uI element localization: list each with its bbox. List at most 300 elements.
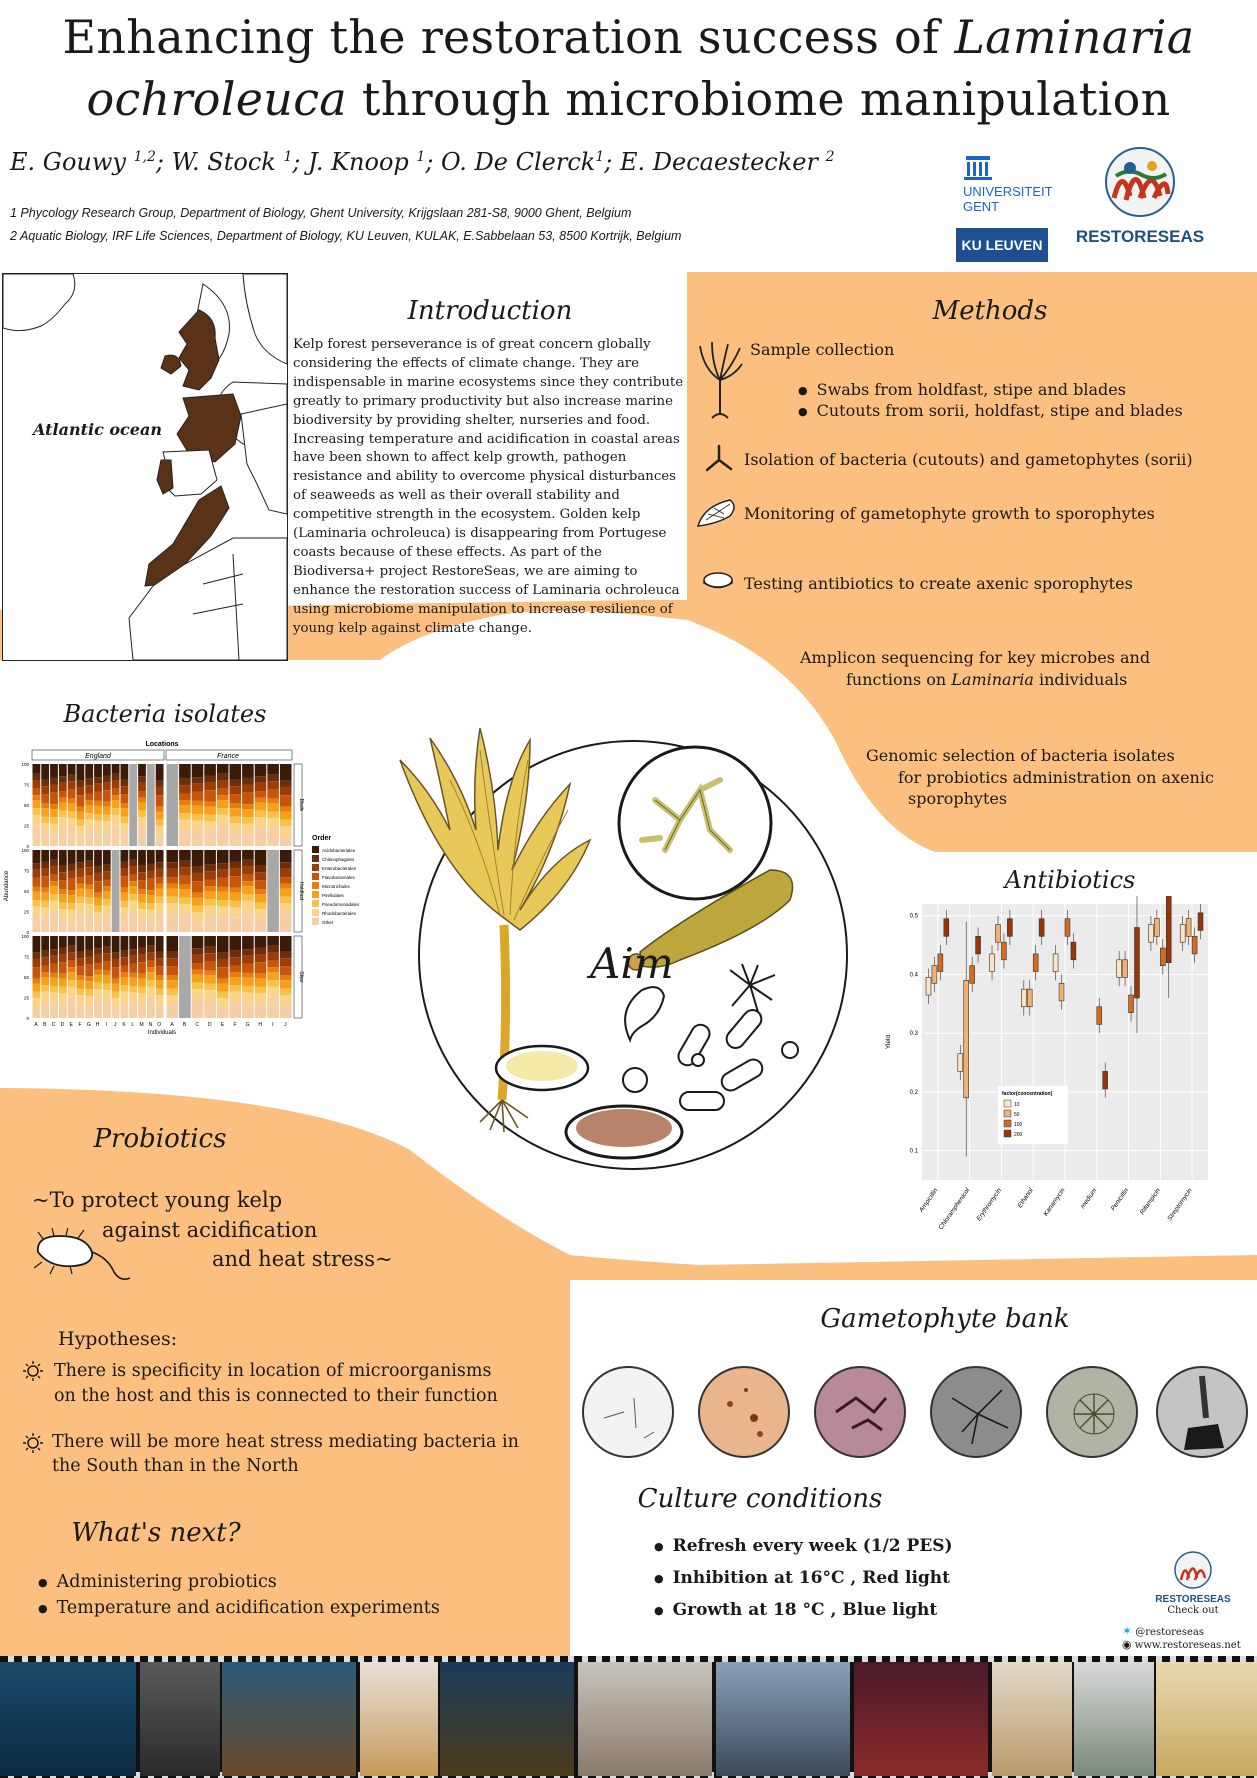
amplicon-line-1: Amplicon sequencing for key microbes and [800,648,1151,667]
bacteria-bar-segment [94,936,102,948]
bacteria-bar-segment [68,781,76,789]
bacteria-bar-segment [192,975,204,983]
bacteria-bar-segment [267,789,279,798]
bacteria-bar-segment [68,967,76,972]
bacteria-bar-segment [217,863,229,870]
bacteria-bar-segment [217,789,229,796]
bacteria-bar-segment [242,973,254,978]
antibiotics-box [1059,983,1064,1001]
bacteria-x-tick: B [182,1022,187,1028]
antibiotics-box [1039,919,1044,937]
bacteria-bar-segment [103,899,111,906]
bacteria-bar-segment [59,872,67,880]
bacteria-bar-segment [68,987,76,997]
bacteria-bar-segment [59,902,67,909]
antibiotics-box [1166,896,1171,963]
bacteria-bar-segment [255,947,267,954]
antibiotics-box [944,919,949,937]
bacteria-bar-segment [267,828,279,846]
bacteria-bar-segment [217,870,229,878]
bacteria-bar-segment [280,889,292,897]
bacteria-bar-segment [230,936,242,951]
bacteria-bar-segment [242,886,254,894]
bacteria-bar-segment [167,877,179,884]
bacteria-bar-segment [112,808,120,815]
bacteria-bar-segment [147,890,155,895]
bacteria-bar-segment [94,881,102,892]
bacteria-bar-segment [77,958,85,966]
bacteria-bar-segment [94,922,102,932]
bacteria-bar-segment [147,980,155,987]
bacteria-bar-segment [138,1003,146,1018]
bacteria-bar-segment [230,1002,242,1018]
bacteria-bar-segment [255,783,267,791]
bacteria-y-tick: 75 [23,954,29,960]
antibiotics-box [1001,942,1006,960]
bacteria-bar-segment [192,936,204,948]
sporophyte-icon [694,496,740,530]
bacteria-bar-segment [217,900,229,907]
bacteria-bar-segment [280,936,292,952]
bacteria-bar-segment [85,914,93,932]
antibiotics-box [1033,954,1038,972]
bacteria-bar-segment [204,906,216,916]
bacteria-bar-segment [217,850,229,863]
bacteria-bar-segment [77,807,85,812]
bacteria-y-tick: 50 [23,975,29,980]
bacteria-bar-segment [112,789,120,796]
antibiotics-y-tick: 0.4 [909,972,918,979]
bacteria-bar-segment [103,906,111,916]
footer-website[interactable]: ◉ www.restoreseas.net [1122,1638,1241,1651]
bacteria-bar-segment [280,975,292,980]
bacteria-bar [147,764,155,846]
bacteria-bar-segment [167,975,179,980]
bacteria-bar-segment [147,895,155,903]
bacteria-bar-segment [129,1002,137,1018]
footer-logo-icon [1171,1550,1215,1590]
bacteria-bar-segment [112,764,120,774]
bacteria-bar-segment [103,953,111,961]
bacteria-bar-segment [77,988,85,995]
bacteria-legend-label: Enterobacterales [322,866,357,871]
gametophyte-icon [704,444,734,474]
bacteria-bar-segment [33,870,41,878]
bacteria-bar-segment [121,780,129,787]
methods-bullet-swabs: ● Swabs from holdfast, stipe and blades [798,380,1126,399]
bacteria-bar-segment [179,794,191,801]
photo-red-algae [854,1662,988,1776]
bacteria-bar-segment [121,985,129,992]
bacteria-bar-segment [242,875,254,882]
antibiotics-y-tick: 0.5 [909,913,918,920]
bacteria-bar-segment [192,792,204,801]
isolation-label: Isolation of bacteria (cutouts) and gametophytes (sorii) [744,450,1193,469]
antibiotics-box [970,966,975,984]
bacteria-bar-segment [94,898,102,906]
bacteria-bar-segment [77,877,85,884]
bacteria-bar-segment [167,995,179,1005]
bacteria-bar-segment [103,802,111,807]
bacteria-bar-segment [85,820,93,830]
bacteria-bar-segment [50,894,58,901]
bacteria-bar-segment [129,978,137,986]
bacteria-bar-segment [138,936,146,947]
bacteria-bar-segment [242,1002,254,1018]
bacteria-bar-segment [85,889,93,897]
bacteria-bar-segment [103,850,111,865]
bacteria-bar-segment [179,779,191,786]
bacteria-bar-segment [138,993,146,1003]
bacteria-bar-segment [156,869,164,877]
bacteria-y-tick: 0 [26,930,29,935]
bacteria-bar-segment [50,850,58,860]
bacteria-bar-segment [255,872,267,880]
bacteria-bar-segment [50,785,58,793]
bacteria-bar-segment [156,980,164,988]
bacteria-bar-segment [59,866,67,873]
bacteria-bar-segment [50,866,58,874]
antibiotics-box [938,954,943,972]
bacteria-bar-segment [167,889,179,897]
bacteria-bar-segment [204,970,216,975]
bacteria-bar-segment [103,871,111,879]
bacteria-bar-segment [230,780,242,787]
antibiotics-box [1160,948,1165,966]
bacteria-x-tick: H [95,1022,100,1028]
bacteria-bar-segment [41,1002,49,1018]
bacteria-bar-segment [112,825,120,846]
antibiotics-legend-label: 50 [1014,1112,1020,1118]
bacteria-bar-segment [156,958,164,966]
bacteria-bar-segment [41,966,49,973]
bacteria-bar-segment [85,813,93,820]
bacteria-bar-segment [33,764,41,774]
bacteria-bar-segment [68,828,76,846]
bacteria-bar-segment [167,884,179,889]
bacteria-bar-segment [138,919,146,932]
bacteria-bar-segment [167,897,179,904]
bacteria-bar-segment [255,866,267,873]
bacteria-bar-segment [112,800,120,808]
bacteria-bar-segment [179,884,191,889]
bacteria-bar-segment [68,890,76,895]
bacteria-bar-segment [59,791,67,798]
bacteria-bar-segment [192,912,204,922]
bacteria-bar-segment [204,880,216,887]
bacteria-bar-segment [121,876,129,887]
gametophyte-photo-1 [582,1366,674,1458]
bacteria-bar-segment [280,966,292,975]
bacteria-bar-segment [50,804,58,809]
gametophyte-photo-3 [814,1366,906,1458]
bacteria-y-tick: 100 [21,762,29,767]
bacteria-bar-segment [192,922,204,932]
globe-icon: ◉ [1122,1638,1132,1651]
bacteria-bar-segment [68,764,76,775]
bacteria-bar-segment [179,904,191,914]
bacteria-bar-segment [59,783,67,791]
bacteria-bar-segment [59,962,67,973]
bacteria-bar-segment [129,993,137,1003]
bacteria-bar-segment [156,807,164,812]
bacteria-bar-segment [129,894,137,901]
bacteria-bar-segment [121,972,129,977]
bacteria-bar-segment [255,791,267,798]
culture-item-2: ● Inhibition at 16°C , Red light [654,1568,950,1588]
bacteria-x-tick: I [105,1022,108,1028]
bacteria-bar-segment [33,878,41,887]
bacteria-bar-segment [156,884,164,889]
bacteria-bar-segment [94,975,102,983]
bacteria-bar-segment [255,817,267,827]
bacteria-bar-segment [68,952,76,960]
bacteria-bar-segment [59,811,67,818]
bacteria-bar-segment [147,961,155,968]
bacteria-bar-segment [156,764,164,780]
bacteria-bar-segment [33,863,41,870]
bacteria-bar-segment [255,827,267,846]
bacteria-bar-segment [50,949,58,956]
bacteria-bar-segment [103,865,111,872]
bacteria-bar-segment [121,861,129,868]
bacteria-bar-segment [138,776,146,783]
poster-title: Enhancing the restoration success of Laminaria ochroleuca through microbiome manipulation [62,10,1195,126]
bacteria-bar-segment [77,820,85,827]
aim-illustration [380,720,880,1180]
bacteria-bar-segment [33,916,41,932]
bacteria-bar-segment [267,946,279,953]
bacteria-bar-segment [167,966,179,975]
bacteria-bar-segment [41,917,49,932]
bacteria-bar-segment [217,952,229,959]
bacteria-bar-segment [230,893,242,901]
bacteria-bar-segment [192,784,204,792]
bacteria-bar-segment [103,947,111,954]
probiotics-heading: Probiotics [93,1124,227,1154]
bacteria-bar-segment [280,807,292,812]
bacteria-bar-segment [121,816,129,823]
bacteria-bar-segment [230,850,242,861]
genomic-line-2: for probiotics administration on axenic [898,768,1214,787]
bacteria-bar-segment [33,959,41,967]
bacteria-bar-segment [94,955,102,963]
bacteria-bar-segment [121,992,129,1002]
bacteria-bar-segment [103,961,111,970]
bacteria-bar-segment [267,764,279,775]
bacteria-bar-segment [41,977,49,985]
bacteria-bar-segment [77,836,85,846]
bacteria-legend-label: Other [322,920,334,925]
bacteria-bar-segment [121,966,129,973]
bacteria-bar-segment [280,1005,292,1018]
bacteria-bar-segment [255,993,267,1003]
bacteria-bar-segment [59,803,67,811]
bacteria-legend-label: Pirellulales [322,893,344,898]
bacteria-x-tick: B [43,1022,47,1028]
bacteria-legend-title: Order [312,835,332,842]
bacteria-bar-segment [280,826,292,836]
antibiotics-box [1135,927,1140,997]
bacteria-bar-segment [59,817,67,827]
bacteria-bar-segment [103,807,111,815]
methods-heading: Methods [932,296,1048,326]
bacteria-bar-segment [280,820,292,827]
affiliation-1: 1 Phycology Research Group, Department of Biology, Ghent University, Krijgslaan 281-S8, 9000 Ghent, Belgium [10,206,632,220]
photo-strip [0,1656,1257,1778]
bacteria-bar-segment [156,826,164,836]
bacteria-bar-segment [33,795,41,800]
bacteria-bar-segment [167,903,179,913]
bacteria-bar-segment [41,876,49,887]
bacteria-bar-segment [156,975,164,980]
antibiotics-legend-label: 100 [1014,1122,1023,1128]
bacteria-bar-segment [255,880,267,889]
bacteria-bar-segment [280,913,292,932]
bacteria-bar-segment [230,868,242,876]
bacteria-y-tick: 25 [23,995,29,1001]
antibiotics-box [958,1054,963,1072]
bacteria-bar-segment [138,954,146,962]
bacteria-bar-segment [59,889,67,894]
bacteria-bar-segment [147,946,155,953]
bacteria-bar-segment [59,987,67,994]
bacteria-bar-segment [204,802,216,807]
antibiotics-x-tick: Kanamycin [1042,1187,1067,1218]
footer-twitter[interactable]: ✶ @restoreseas [1122,1624,1204,1638]
bacteria-bar-segment [50,936,58,949]
hypotheses-heading: Hypotheses: [58,1328,178,1350]
bacteria-bar-segment [129,986,137,993]
bacteria-y-tick: 0 [26,1016,29,1021]
bacteria-bar-segment [41,764,49,780]
bacteria-bar-segment [68,910,76,920]
bacteria-x-tick: J [284,1022,287,1028]
bacteria-bar-segment [167,936,179,952]
bacteria-bar-segment [280,780,292,787]
bacteria-bar-segment [59,979,67,987]
bacteria-bar-segment [255,902,267,909]
bacteria-bar-segment [267,818,279,828]
bacteria-bar-segment [68,850,76,864]
antibiotics-box [1065,919,1070,937]
bacteria-bar-segment [68,818,76,828]
bacteria-bar-segment [112,774,120,781]
bacteria-bar-segment [103,880,111,887]
bacteria-bar-segment [280,903,292,913]
location-france: France [217,753,239,760]
bacteria-bar-segment [41,868,49,876]
bacteria-bar-segment [192,777,204,784]
bacteria-bar-segment [255,919,267,932]
bacteria-heading: Bacteria isolates [63,700,267,728]
footer-brand: RESTORESEAS [1155,1594,1231,1605]
bacteria-bar-segment [204,815,216,822]
bacteria-bar-segment [217,992,229,999]
bacteria-bar-segment [59,909,67,919]
sample-collection-label: Sample collection [750,340,895,359]
bacteria-bar-segment [103,764,111,775]
bacteria-bar-segment [77,780,85,787]
bacteria-x-tick: A [34,1022,38,1028]
bacteria-bar-segment [192,764,204,777]
bacteria-bar-segment [33,907,41,917]
antibiotics-legend-swatch [1004,1100,1011,1107]
bacteria-bar-segment [280,812,292,820]
antibiotics-x-tick: medium [1079,1187,1099,1211]
bacteria-bar-segment [85,965,93,976]
bacteria-bar-segment [33,774,41,781]
bacteria-bar-segment [112,1008,120,1018]
bacteria-bar-segment [204,782,216,790]
bacteria-x-tick: D [207,1022,212,1028]
bacteria-bar-segment [267,775,279,782]
bacteria-bar-segment [204,790,216,801]
bacteria-bar-segment [192,814,204,821]
bacteria-bar-segment [167,850,179,862]
bacteria-bar-segment [179,898,191,905]
bacteria-bar-segment [280,952,292,959]
bacteria-bar-segment [59,894,67,902]
bacteria-bar-segment [85,850,93,861]
bacteria-bar-segment [85,800,93,805]
bacteria-bar-segment [156,889,164,897]
gametophyte-heading: Gametophyte bank [820,1304,1070,1334]
antibiotics-x-tick: Streptomycin [1166,1187,1194,1223]
bacteria-bar-segment [50,764,58,778]
bacteria-x-tick: C [51,1022,56,1028]
bacteria-bar-segment [68,903,76,910]
antibiotics-box [1129,995,1134,1013]
bacteria-bar-segment [121,917,129,932]
bacteria-bar-segment [121,794,129,803]
bacteria-y-tick: 25 [23,823,29,829]
antibiotics-y-tick: 0.1 [909,1148,918,1155]
bacteria-bar-segment [50,886,58,894]
antibiotics-box [1117,960,1122,978]
bacteria-bar-segment [85,996,93,1006]
bacteria-bar-segment [280,988,292,995]
antibiotics-x-tick: Ampicillin [918,1187,940,1214]
bacteria-bar-segment [50,860,58,867]
bacteria-bar-segment [230,816,242,823]
monitoring-label: Monitoring of gametophyte growth to sporophytes [744,504,1155,523]
bacteria-bar-segment [156,820,164,827]
bacteria-bar-segment [156,850,164,862]
bacteria-bar-segment [179,813,191,820]
photo-team-water [716,1662,850,1776]
bacteria-bar-segment [267,980,279,987]
bacteria-bar-segment [156,936,164,952]
bacteria-bar-segment [121,850,129,861]
bacteria-bar-segment [242,986,254,993]
bacteria-bar-segment [85,904,93,914]
bacteria-x-label: Individuals [147,1030,177,1036]
bacteria-bar-segment [33,936,41,952]
bacteria-bar-segment [50,986,58,993]
bacteria-bar-segment [77,869,85,877]
probiotics-line-1: ~To protect young kelp [32,1188,283,1212]
photo-kelp-hand [360,1662,438,1776]
ugent-logo [956,150,1052,220]
introduction-heading: Introduction [407,296,573,326]
antibiotics-x-tick: Chloramphenicol [937,1187,972,1232]
bacteria-bar-segment [204,891,216,899]
bacteria-bar [129,764,137,846]
antibiotics-box [1097,1007,1102,1025]
bacteria-bar-segment [167,952,179,959]
antibiotics-x-tick: Penicillin [1109,1187,1131,1213]
